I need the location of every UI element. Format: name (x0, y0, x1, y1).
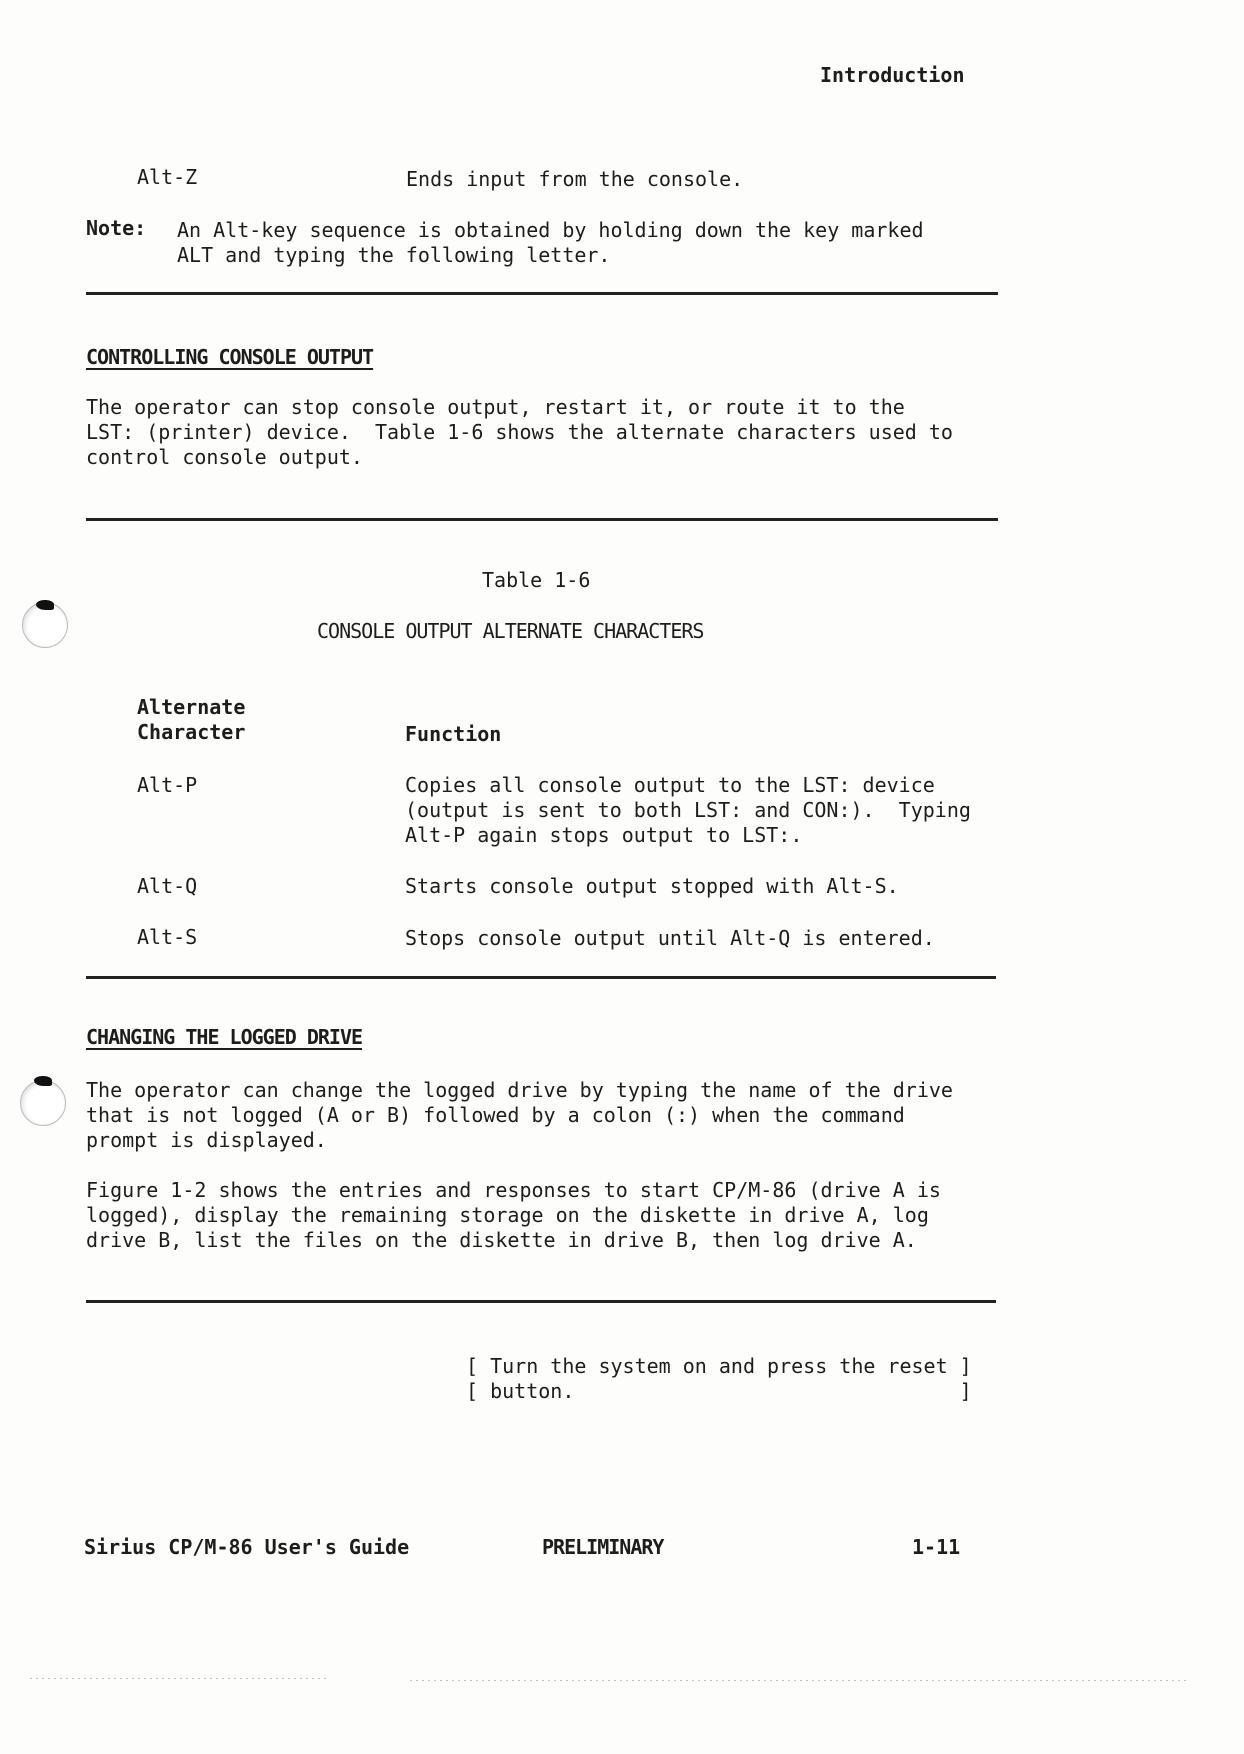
paragraph-line: that is not logged (A or B) followed by a colon (:) when the command (86, 1103, 905, 1127)
note-line-1: An Alt-key sequence is obtained by holding down the key marked (177, 218, 924, 242)
scan-speckle (30, 1678, 330, 1679)
table-row-function: Copies all console output to the LST: device (405, 773, 935, 797)
alt-z-key: Alt-Z (137, 165, 198, 189)
table-col1-header: Alternate (137, 695, 246, 719)
footer-title: Sirius CP/M-86 User's Guide (84, 1535, 410, 1559)
table-row-key: Alt-Q (137, 874, 198, 898)
table-row-function: Stops console output until Alt-Q is entered. (405, 926, 935, 950)
note-line-2: ALT and typing the following letter. (177, 243, 611, 267)
paragraph-line: control console output. (86, 445, 363, 469)
punch-hole-mark (34, 1076, 52, 1086)
punch-hole-mark (36, 600, 54, 610)
scan-speckle (410, 1680, 1190, 1681)
paragraph-line: logged), display the remaining storage on the diskette in drive A, log (86, 1203, 929, 1227)
table-row-key: Alt-S (137, 925, 198, 949)
table-title: CONSOLE OUTPUT ALTERNATE CHARACTERS (317, 619, 704, 643)
paragraph-line: drive B, list the files on the diskette in drive B, then log drive A. (86, 1228, 917, 1252)
table-row-key: Alt-P (137, 773, 198, 797)
paragraph-line: Figure 1-2 shows the entries and responses to start CP/M-86 (drive A is (86, 1178, 941, 1202)
paragraph-line: The operator can stop console output, restart it, or route it to the (86, 395, 905, 419)
divider-rule (86, 518, 998, 521)
table-number: Table 1-6 (482, 568, 591, 592)
divider-rule (86, 976, 996, 979)
table-col1-header: Character (137, 720, 246, 744)
paragraph-line: prompt is displayed. (86, 1128, 327, 1152)
divider-rule (86, 292, 998, 295)
instruction-line: [ button. ] (466, 1379, 972, 1403)
punch-hole (20, 1080, 66, 1126)
paragraph-line: The operator can change the logged drive by typing the name of the drive (86, 1078, 953, 1102)
table-row-function: Alt-P again stops output to LST:. (405, 823, 803, 847)
alt-z-description: Ends input from the console. (406, 167, 744, 191)
paragraph-line: LST: (printer) device. Table 1-6 shows the alternate characters used to (86, 420, 953, 444)
running-header: Introduction (820, 63, 965, 87)
footer-status: PRELIMINARY (542, 1535, 664, 1559)
section-heading-console-output: CONTROLLING CONSOLE OUTPUT (86, 345, 374, 369)
section-heading-logged-drive: CHANGING THE LOGGED DRIVE (86, 1025, 363, 1049)
instruction-line: [ Turn the system on and press the reset ] (466, 1354, 972, 1378)
table-col2-header: Function (405, 722, 502, 746)
table-row-function: Starts console output stopped with Alt-S. (405, 874, 899, 898)
note-label: Note: (86, 216, 147, 240)
table-row-function: (output is sent to both LST: and CON:). Typing (405, 798, 971, 822)
divider-rule (86, 1300, 996, 1303)
footer-page-number: 1-11 (912, 1535, 961, 1559)
